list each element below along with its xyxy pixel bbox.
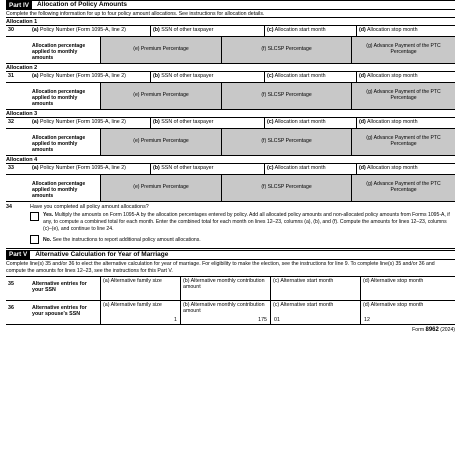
start-month-letter: (c) [267, 165, 274, 171]
part5-header [6, 250, 455, 260]
start-month-letter: (c) [267, 27, 274, 33]
allocation-2 [6, 64, 455, 110]
start-month-label: (c) Alternative start month [273, 278, 334, 285]
percentage-row [6, 83, 455, 110]
part4-title: Allocation of Policy Amounts [36, 1, 127, 9]
percentage-row [6, 129, 455, 156]
slcsp-percentage-field[interactable]: (f) SLCSP Percentage [221, 175, 351, 201]
line-number: 32 [8, 119, 14, 125]
start-month-field[interactable] [270, 301, 360, 324]
percentage-label: Allocation percentage applied to monthly amounts [32, 43, 86, 62]
percentage-label: Allocation percentage applied to monthly amounts [32, 135, 86, 154]
ssn-letter: (b) [153, 27, 160, 33]
part4-label: Part IV [6, 1, 32, 10]
form-footer [6, 327, 455, 334]
part5 [6, 250, 455, 326]
form-number: 8962 [425, 327, 439, 334]
policy-number-letter: (a) [32, 119, 39, 125]
policy-number-label: Policy Number (Form 1095-A, line 2) [39, 73, 126, 79]
footer-prefix: Form [412, 327, 425, 334]
allocation-title: Allocation 4 [6, 156, 455, 164]
family-size-label: (a) Alternative family size [103, 302, 162, 309]
allocation-row [6, 26, 455, 37]
row-description: Alternative entries for your spouse's SSN [32, 305, 87, 318]
stop-month-field[interactable] [360, 277, 455, 300]
stop-month-field[interactable] [356, 26, 455, 36]
part5-intro: Complete line(s) 35 and/or 36 to elect the alternative calculation for year of marriage. For eligibility to make the election, see the instructions for line 9. To complete line(s) 35 and/or 36 and compute the amounts for lines 12–23, see the instructions for this Part V. [6, 260, 455, 278]
line-number: 31 [8, 73, 14, 79]
start-month-label: Allocation start month [274, 27, 326, 33]
slcsp-percentage-field[interactable]: (f) SLCSP Percentage [221, 37, 351, 63]
divider [6, 248, 455, 249]
premium-percentage-field[interactable]: (e) Premium Percentage [100, 129, 221, 155]
yes-text: Multiply the amounts on Form 1095-A by the allocation percentages entered by policy. Add all allocated policy amounts and non-allocated policy amounts from Forms 1095-A, if any, to compute a combined total for each month. Enter the combined total for each month on lines 12–23, columns (a), (b), and (f). Compute the amounts for lines 12–23, columns (c)–(e), and continue to line 24. [43, 212, 450, 232]
aptc-percentage-field[interactable]: (g) Advance Payment of the PTC Percentage [351, 175, 455, 201]
start-month-field[interactable] [264, 72, 356, 82]
row-description: Alternative entries for your SSN [32, 281, 87, 294]
form-year: (2024) [440, 327, 455, 334]
stop-month-label: Allocation stop month [366, 73, 418, 79]
policy-number-label: Policy Number (Form 1095-A, line 2) [39, 165, 126, 171]
no-checkbox[interactable] [30, 235, 39, 244]
part5-label: Part V [6, 250, 30, 259]
policy-number-label: Policy Number (Form 1095-A, line 2) [39, 27, 126, 33]
allocations [6, 18, 455, 202]
policy-number-field[interactable] [30, 26, 150, 36]
family-size-value: 1 [174, 317, 177, 324]
allocation-3 [6, 110, 455, 156]
allocation-title: Allocation 2 [6, 64, 455, 72]
stop-month-letter: (d) [359, 119, 366, 125]
line-34-number: 34 [6, 204, 12, 210]
policy-number-field[interactable] [30, 72, 150, 82]
no-text: See the instructions to report additional policy amount allocations. [52, 236, 201, 243]
line-35-row [6, 277, 455, 301]
ssn-field[interactable] [150, 26, 264, 36]
part4-header [6, 0, 455, 10]
stop-month-label: Allocation stop month [366, 119, 418, 125]
line-number: 36 [8, 305, 14, 312]
family-size-field[interactable] [100, 301, 180, 324]
ssn-field[interactable] [150, 118, 264, 128]
yes-label: Yes. [43, 212, 54, 219]
stop-month-letter: (d) [359, 27, 366, 33]
aptc-percentage-field[interactable]: (g) Advance Payment of the PTC Percentage [351, 83, 455, 109]
no-label: No. [43, 236, 52, 243]
stop-month-value: 12 [364, 317, 370, 324]
slcsp-percentage-field[interactable]: (f) SLCSP Percentage [221, 129, 351, 155]
line-number: 33 [8, 165, 14, 171]
start-month-label: (c) Alternative start month [273, 302, 334, 309]
ssn-letter: (b) [153, 119, 160, 125]
stop-month-field[interactable] [356, 118, 455, 128]
ssn-letter: (b) [153, 165, 160, 171]
percentage-label: Allocation percentage applied to monthly amounts [32, 89, 86, 108]
policy-number-letter: (a) [32, 165, 39, 171]
start-month-field[interactable] [264, 26, 356, 36]
allocation-row [6, 118, 455, 129]
line-number: 30 [8, 27, 14, 33]
allocation-4 [6, 156, 455, 202]
start-month-letter: (c) [267, 73, 274, 79]
part4-intro: Complete the following information for up to four policy amount allocations. See instructions for allocation details. [6, 10, 455, 18]
percentage-row [6, 37, 455, 64]
start-month-letter: (c) [267, 119, 274, 125]
ssn-label: SSN of other taxpayer [161, 27, 214, 33]
aptc-percentage-field[interactable]: (g) Advance Payment of the PTC Percentage [351, 129, 455, 155]
percentage-label: Allocation percentage applied to monthly amounts [32, 181, 86, 200]
allocation-1 [6, 18, 455, 64]
contribution-label: (b) Alternative monthly contribution amount [183, 302, 265, 315]
percentage-row [6, 175, 455, 202]
policy-number-label: Policy Number (Form 1095-A, line 2) [39, 119, 126, 125]
start-month-label: Allocation start month [274, 119, 326, 125]
start-month-field[interactable] [264, 118, 356, 128]
aptc-percentage-field[interactable]: (g) Advance Payment of the PTC Percentage [351, 37, 455, 63]
ssn-letter: (b) [153, 73, 160, 79]
stop-month-label: (d) Alternative stop month [363, 278, 424, 285]
start-month-field[interactable] [264, 164, 356, 174]
premium-percentage-field[interactable]: (e) Premium Percentage [100, 83, 221, 109]
stop-month-letter: (d) [359, 73, 366, 79]
ssn-label: SSN of other taxpayer [161, 119, 214, 125]
stop-month-label: Allocation stop month [366, 27, 418, 33]
contribution-label: (b) Alternative monthly contribution amount [183, 278, 265, 291]
ssn-field[interactable] [150, 72, 264, 82]
part5-title: Alternative Calculation for Year of Marriage [35, 250, 169, 258]
start-month-label: Allocation start month [274, 165, 326, 171]
policy-number-field[interactable] [30, 164, 150, 174]
contribution-value: 175 [258, 317, 267, 324]
stop-month-label: Allocation stop month [366, 165, 418, 171]
line-number: 35 [8, 281, 14, 288]
contribution-field[interactable] [180, 301, 270, 324]
allocation-row [6, 164, 455, 175]
start-month-field[interactable] [270, 277, 360, 300]
family-size-label: (a) Alternative family size [103, 278, 162, 285]
ssn-label: SSN of other taxpayer [161, 165, 214, 171]
stop-month-letter: (d) [359, 165, 366, 171]
premium-percentage-field[interactable]: (e) Premium Percentage [100, 37, 221, 63]
yes-checkbox[interactable] [30, 212, 39, 221]
contribution-cents: 01 [274, 317, 280, 324]
stop-month-field[interactable] [356, 72, 455, 82]
contribution-field[interactable] [180, 277, 270, 300]
slcsp-percentage-field[interactable]: (f) SLCSP Percentage [221, 83, 351, 109]
line-36-row [6, 301, 455, 325]
allocation-row [6, 72, 455, 83]
ssn-label: SSN of other taxpayer [161, 73, 214, 79]
start-month-label: Allocation start month [274, 73, 326, 79]
allocation-title: Allocation 3 [6, 110, 455, 118]
yes-option [30, 212, 455, 233]
no-option [30, 235, 455, 244]
line-34-question: Have you completed all policy amount allocations? [30, 204, 149, 210]
policy-number-field[interactable] [30, 118, 150, 128]
policy-number-letter: (a) [32, 73, 39, 79]
policy-number-letter: (a) [32, 27, 39, 33]
ssn-field[interactable] [150, 164, 264, 174]
line-34 [6, 204, 455, 244]
stop-month-label: (d) Alternative stop month [363, 302, 424, 309]
family-size-field[interactable] [100, 277, 180, 300]
allocation-title: Allocation 1 [6, 18, 455, 26]
premium-percentage-field[interactable]: (e) Premium Percentage [100, 175, 221, 201]
stop-month-field[interactable] [360, 301, 455, 324]
stop-month-field[interactable] [356, 164, 455, 174]
